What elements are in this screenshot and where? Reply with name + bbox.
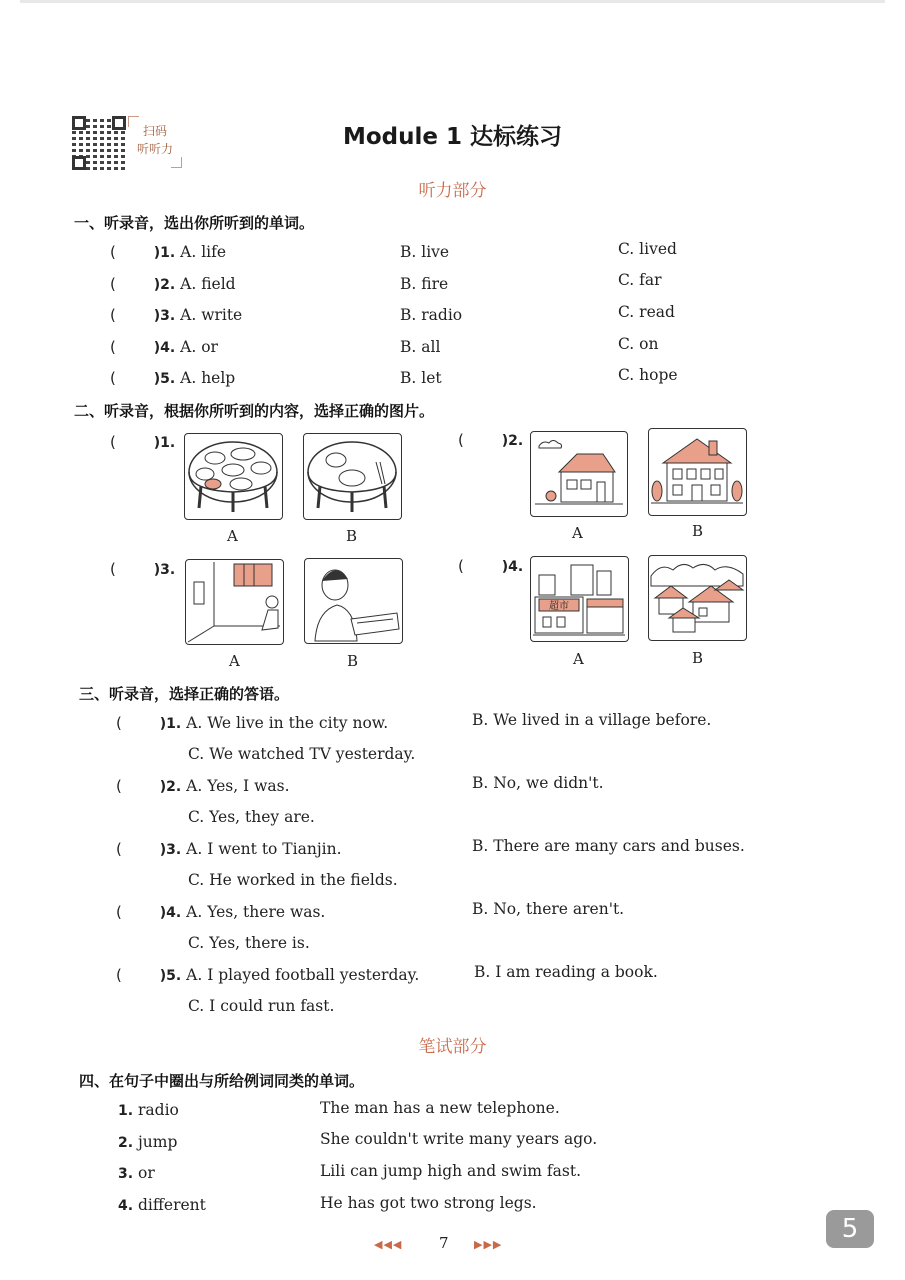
answer-bracket[interactable]: ( bbox=[116, 777, 122, 795]
part1-item-4-b: B. all bbox=[400, 338, 441, 356]
part2-4-label-b: B bbox=[692, 649, 704, 667]
part3-heading: 三、听录音，选择正确的答语。 bbox=[79, 685, 290, 703]
part2-item-3: ( )3. bbox=[110, 560, 176, 578]
supermarket-sign: 超市 bbox=[549, 601, 569, 612]
part1-item-2-b: B. fire bbox=[400, 275, 449, 293]
part3-item-2: ( )2. A. Yes, I was. bbox=[116, 777, 290, 795]
part1-item-4-c: C. on bbox=[618, 335, 659, 353]
answer-bracket[interactable]: ( bbox=[116, 840, 122, 858]
scan-line-1: 扫码 bbox=[142, 124, 167, 138]
picture-small-house[interactable] bbox=[530, 431, 628, 517]
part2-heading: 二、听录音，根据你所听到的内容，选择正确的图片。 bbox=[74, 402, 435, 420]
part4-sentence-4: He has got two strong legs. bbox=[320, 1194, 537, 1212]
part4-sentence-3: Lili can jump high and swim fast. bbox=[320, 1162, 581, 1180]
answer-bracket[interactable]: ( bbox=[110, 338, 116, 356]
part2-1-label-a: A bbox=[227, 527, 238, 545]
page-badge: 5 bbox=[826, 1210, 874, 1248]
answer-bracket[interactable]: ( bbox=[110, 275, 116, 293]
part1-item-4: ( )4. A. or bbox=[110, 338, 218, 356]
scan-line-2: 听听力 bbox=[136, 142, 173, 156]
part3-item-2-c: C. Yes, they are. bbox=[188, 808, 315, 826]
part2-3-label-b: B bbox=[347, 652, 359, 670]
next-page-arrows[interactable]: ▶▶▶ bbox=[474, 1238, 503, 1251]
picture-child-sitting-room[interactable] bbox=[185, 559, 284, 645]
part1-item-3: ( )3. A. write bbox=[110, 306, 243, 324]
picture-big-house[interactable] bbox=[648, 428, 747, 516]
answer-bracket[interactable]: ( bbox=[458, 431, 464, 449]
part3-item-4-b: B. No, there aren't. bbox=[472, 900, 625, 918]
part1-item-3-c: C. read bbox=[618, 303, 675, 321]
picture-child-reading[interactable] bbox=[304, 558, 403, 644]
part3-item-5-b: B. I am reading a book. bbox=[474, 963, 658, 981]
answer-bracket[interactable]: ( bbox=[116, 966, 122, 984]
part4-sentence-2: She couldn't write many years ago. bbox=[320, 1130, 598, 1148]
part4-item-1: 1. radio bbox=[118, 1101, 179, 1119]
section-writing: 笔试部分 bbox=[418, 1037, 487, 1057]
part1-item-5: ( )5. A. help bbox=[110, 369, 236, 387]
part4-sentence-1: The man has a new telephone. bbox=[320, 1099, 560, 1117]
part3-item-4-c: C. Yes, there is. bbox=[188, 934, 310, 952]
top-divider bbox=[20, 0, 885, 3]
part3-item-1: ( )1. A. We live in the city now. bbox=[116, 714, 389, 732]
section-listening: 听力部分 bbox=[418, 181, 487, 201]
part1-item-1-c: C. lived bbox=[618, 240, 677, 258]
part1-item-2-c: C. far bbox=[618, 271, 662, 289]
answer-bracket[interactable]: ( bbox=[458, 557, 464, 575]
part4-heading: 四、在句子中圈出与所给例词同类的单词。 bbox=[79, 1072, 365, 1090]
part1-item-5-b: B. let bbox=[400, 369, 442, 387]
part3-item-1-b: B. We lived in a village before. bbox=[472, 711, 712, 729]
part4-item-2: 2. jump bbox=[118, 1133, 178, 1151]
answer-bracket[interactable]: ( bbox=[110, 433, 116, 451]
part3-item-4: ( )4. A. Yes, there was. bbox=[116, 903, 326, 921]
part2-2-label-a: A bbox=[572, 524, 583, 542]
part2-item-1: ( )1. bbox=[110, 433, 176, 451]
page-number: 7 bbox=[439, 1234, 449, 1252]
part3-item-1-c: C. We watched TV yesterday. bbox=[188, 745, 416, 763]
part1-item-1: ( )1. A. life bbox=[110, 243, 227, 261]
part1-item-1-b: B. live bbox=[400, 243, 450, 261]
part3-item-5-c: C. I could run fast. bbox=[188, 997, 335, 1015]
part3-item-2-b: B. No, we didn't. bbox=[472, 774, 604, 792]
answer-bracket[interactable]: ( bbox=[110, 560, 116, 578]
prev-page-arrows[interactable]: ◀◀◀ bbox=[374, 1238, 403, 1251]
part1-item-3-b: B. radio bbox=[400, 306, 463, 324]
picture-village-houses[interactable] bbox=[648, 555, 747, 641]
part2-4-label-a: A bbox=[573, 650, 584, 668]
part2-2-label-b: B bbox=[692, 522, 704, 540]
part1-item-5-c: C. hope bbox=[618, 366, 678, 384]
part3-item-3: ( )3. A. I went to Tianjin. bbox=[116, 840, 342, 858]
part3-item-3-c: C. He worked in the fields. bbox=[188, 871, 398, 889]
part4-item-3: 3. or bbox=[118, 1164, 155, 1182]
part2-3-label-a: A bbox=[229, 652, 240, 670]
picture-table-full-dishes[interactable] bbox=[184, 433, 283, 520]
part2-item-4: ( )4. bbox=[458, 557, 524, 575]
part3-item-5: ( )5. A. I played football yesterday. bbox=[116, 966, 420, 984]
answer-bracket[interactable]: ( bbox=[110, 369, 116, 387]
picture-table-one-bowl[interactable] bbox=[303, 433, 402, 520]
part3-item-3-b: B. There are many cars and buses. bbox=[472, 837, 745, 855]
part1-item-2: ( )2. A. field bbox=[110, 275, 236, 293]
answer-bracket[interactable]: ( bbox=[110, 306, 116, 324]
part1-heading: 一、听录音，选出你所听到的单词。 bbox=[74, 214, 315, 232]
answer-bracket[interactable]: ( bbox=[116, 903, 122, 921]
part2-item-2: ( )2. bbox=[458, 431, 524, 449]
part4-item-4: 4. different bbox=[118, 1196, 206, 1214]
answer-bracket[interactable]: ( bbox=[116, 714, 122, 732]
picture-city-supermarket[interactable] bbox=[530, 556, 629, 642]
answer-bracket[interactable]: ( bbox=[110, 243, 116, 261]
part2-1-label-b: B bbox=[346, 527, 358, 545]
page-title: Module 1 达标练习 bbox=[342, 124, 563, 150]
